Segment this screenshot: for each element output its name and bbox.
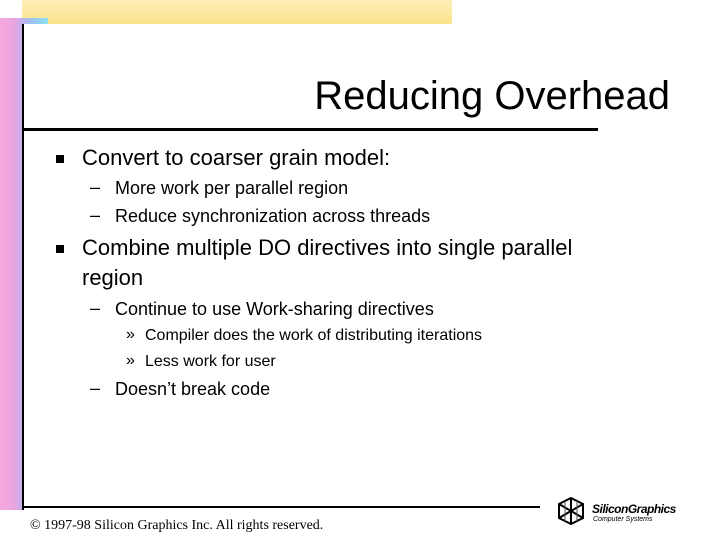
bullet-2-text-line1: Combine multiple DO directives into single parallel bbox=[82, 235, 573, 260]
bullet-square-icon bbox=[56, 155, 64, 163]
logo-name: SiliconGraphics bbox=[592, 502, 676, 516]
title-underline bbox=[24, 128, 598, 131]
sub-bullet-1-2: Reduce synchronization across threads bbox=[115, 206, 431, 226]
bullet-square-icon bbox=[56, 245, 64, 253]
bullet-2-text-line2: region bbox=[82, 265, 144, 290]
sub-marker: – bbox=[90, 298, 101, 318]
subsub-bullet-2-1-1: Compiler does the work of distributing iterations bbox=[145, 327, 483, 344]
subsub-marker: » bbox=[126, 352, 135, 369]
subsub-bullet-2-1-2: Less work for user bbox=[145, 353, 276, 370]
sub-bullet-2-1: Continue to use Work-sharing directives bbox=[115, 299, 434, 319]
top-decor-strip bbox=[22, 0, 452, 24]
sub-marker: – bbox=[90, 205, 101, 225]
sgi-cube-logo-icon bbox=[556, 496, 586, 526]
logo-subtitle: Computer Systems bbox=[593, 516, 653, 523]
subsub-marker: » bbox=[126, 326, 135, 343]
sub-marker: – bbox=[90, 378, 101, 398]
copyright-footer: © 1997-98 Silicon Graphics Inc. All rights reserved. bbox=[30, 518, 324, 533]
sub-bullet-1-1: More work per parallel region bbox=[115, 178, 349, 198]
bullet-1-text: Convert to coarser grain model: bbox=[82, 145, 391, 170]
sub-marker: – bbox=[90, 177, 101, 197]
slide-title: Reducing Overhead bbox=[314, 74, 670, 118]
sub-bullet-2-2: Doesn’t break code bbox=[115, 379, 271, 399]
footer-rule bbox=[24, 506, 540, 508]
left-rule bbox=[22, 24, 24, 510]
